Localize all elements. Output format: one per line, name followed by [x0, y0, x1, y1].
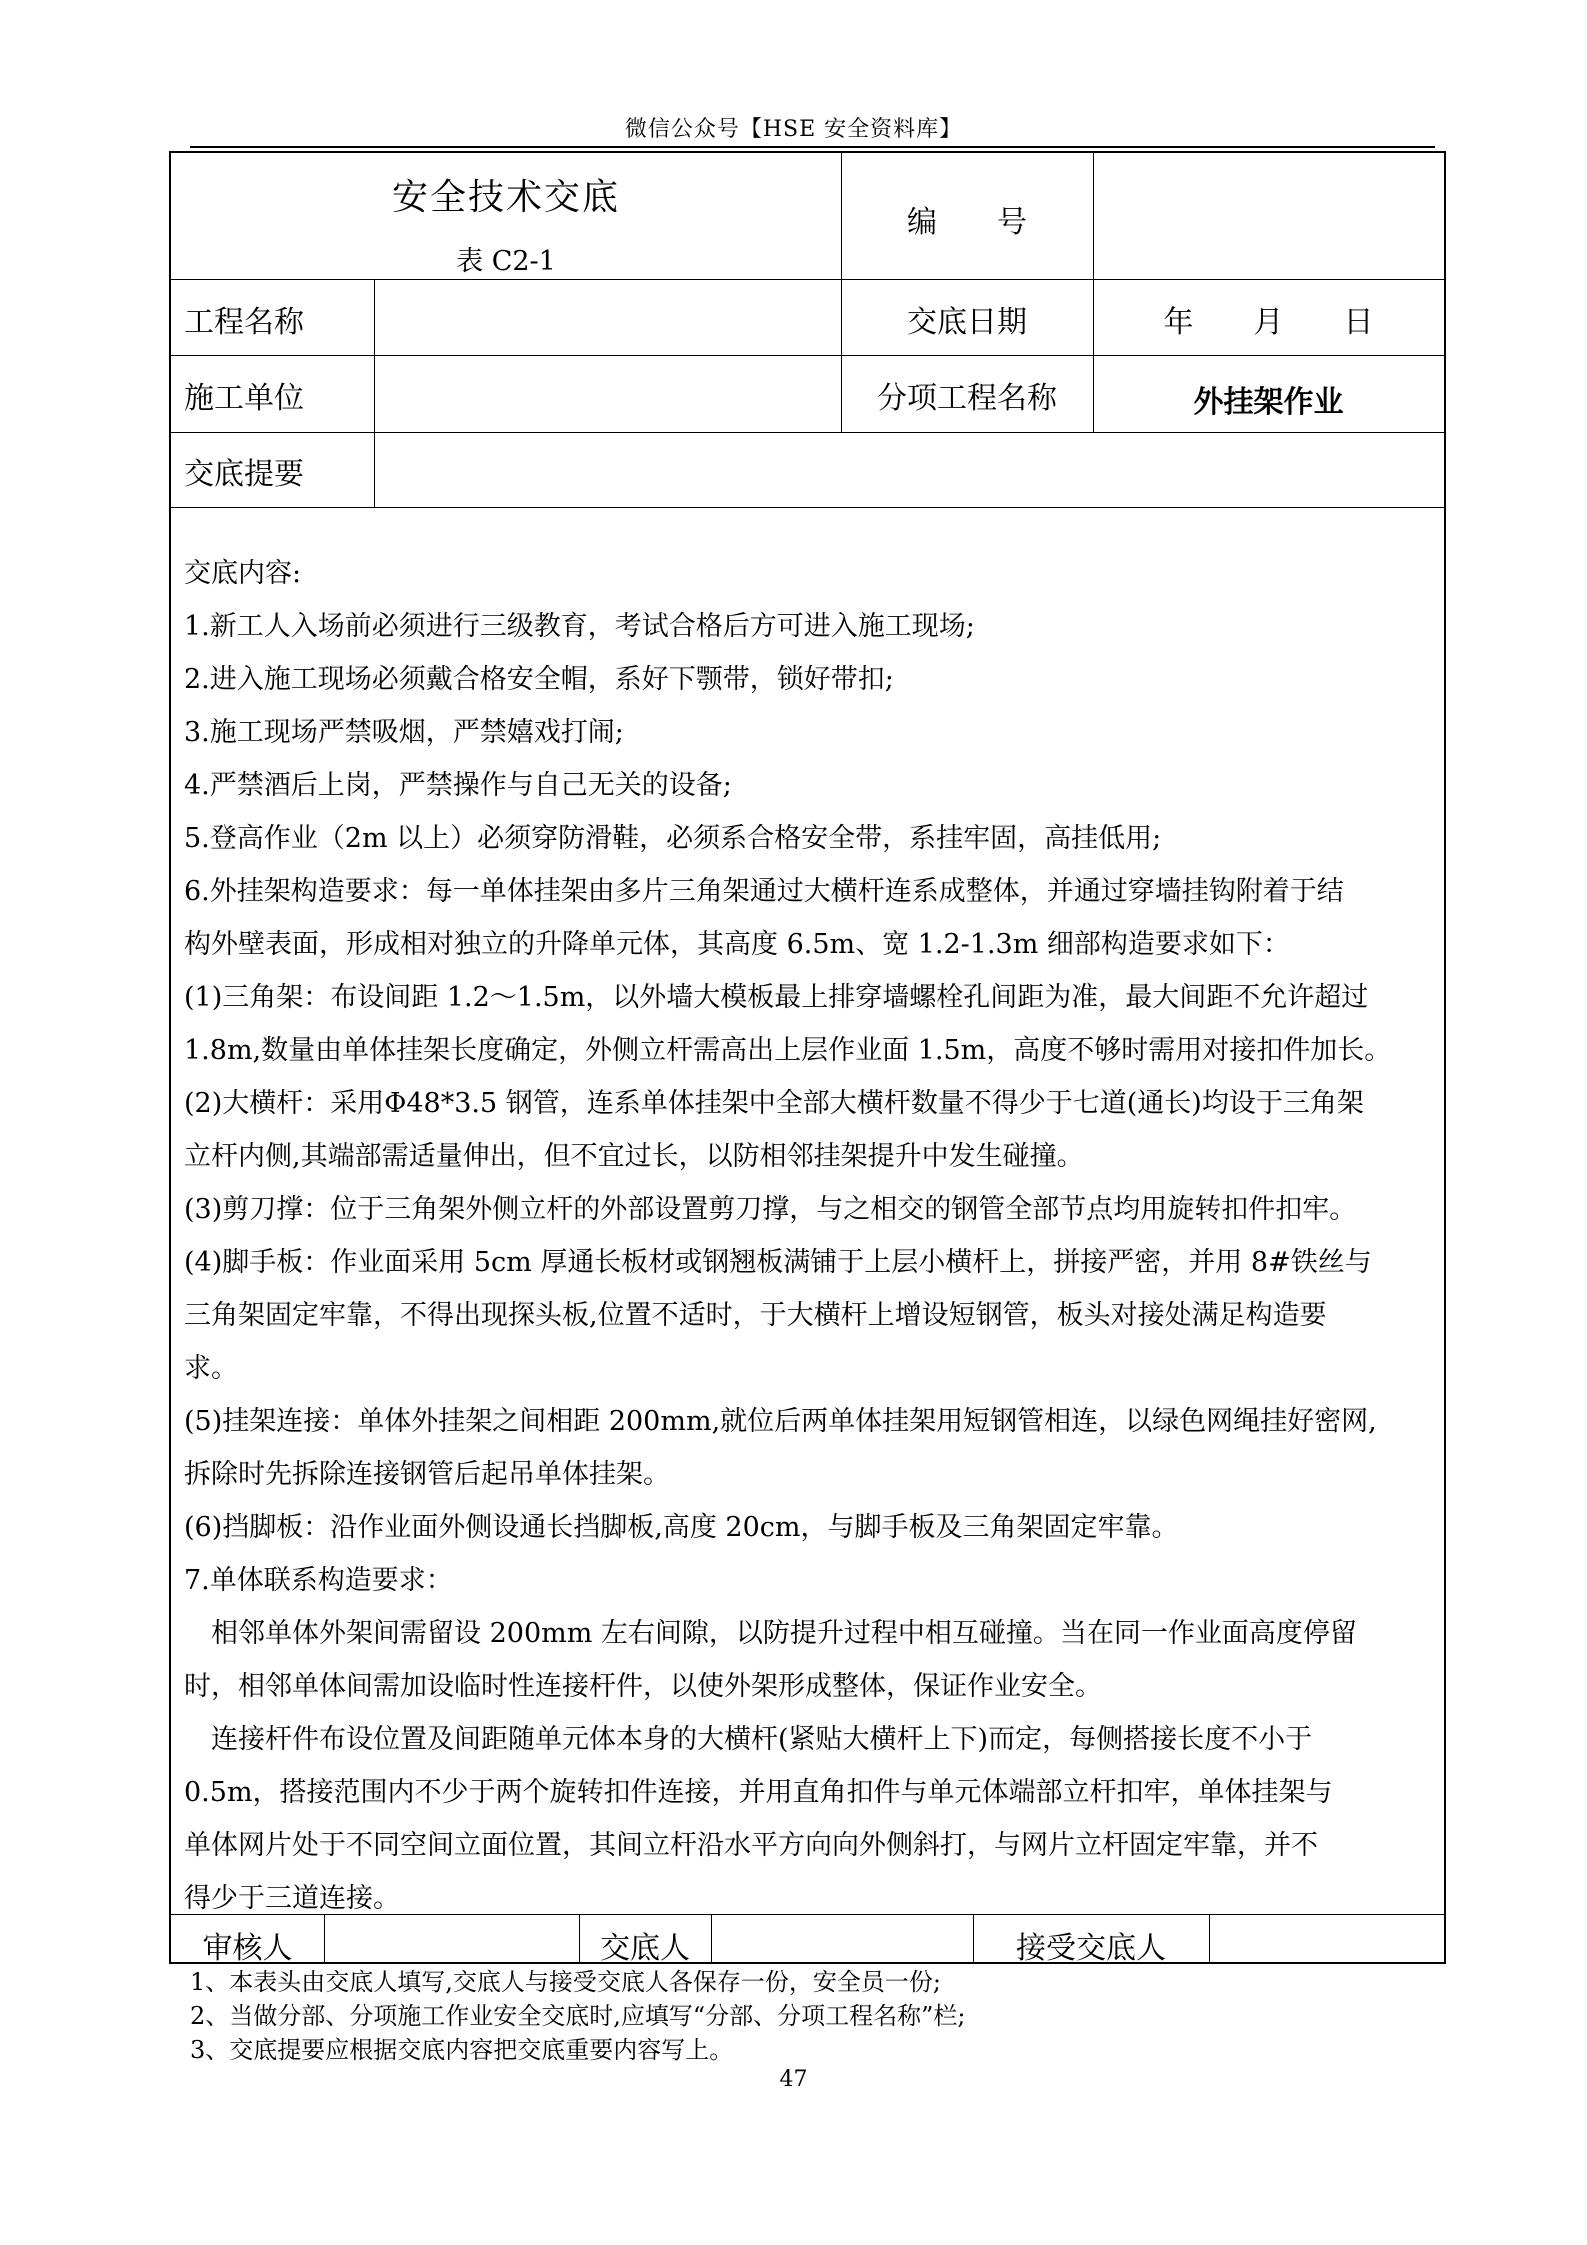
- content-line: 1.新工人入场前必须进行三级教育，考试合格后方可进入施工现场;: [184, 611, 975, 642]
- content-line: (2)大横杆：采用Φ48*3.5 钢管，连系单体挂架中全部大横杆数量不得少于七道(通长)均设于三角架: [184, 1088, 1364, 1119]
- header-rule: [190, 146, 1435, 148]
- grid-line: [171, 355, 1444, 356]
- note-line: 3、交底提要应根据交底内容把交底重要内容写上。: [190, 2036, 734, 2064]
- sub-project-label: 分项工程名称: [877, 381, 1057, 416]
- sub-project-value[interactable]: 外挂架作业: [1193, 385, 1344, 420]
- date-value[interactable]: 年 月 日: [1163, 305, 1374, 340]
- content-line: 求。: [184, 1353, 238, 1384]
- content-line: 6.外挂架构造要求：每一单体挂架由多片三角架通过大横杆连系成整体，并通过穿墙挂钩附着于结: [184, 876, 1344, 907]
- grid-line: [711, 1914, 712, 1964]
- discloser-label: 交底人: [600, 1931, 690, 1966]
- content-line: 0.5m，搭接范围内不少于两个旋转扣件连接，并用直角扣件与单元体端部立杆扣牢，单体挂架与: [184, 1777, 1333, 1808]
- date-label: 交底日期: [907, 305, 1027, 340]
- grid-line: [374, 279, 375, 507]
- content-line: 连接杆件布设位置及间距随单元体本身的大横杆(紧贴大横杆上下)而定，每侧搭接长度不小于: [184, 1724, 1313, 1755]
- summary-label: 交底提要: [184, 457, 304, 492]
- note-line: 2、当做分部、分项施工作业安全交底时,应填写“分部、分项工程名称”栏;: [190, 2002, 966, 2030]
- content-line: 1.8m,数量由单体挂架长度确定，外侧立杆需高出上层作业面 1.5m，高度不够时需用对接扣件加长。: [184, 1035, 1392, 1066]
- page-number: 47: [779, 2067, 808, 2092]
- grid-line: [171, 432, 1444, 433]
- number-label: 编 号: [907, 205, 1027, 240]
- content-line: 三角架固定牢靠，不得出现探头板,位置不适时，于大横杆上增设短钢管，板头对接处满足构造要: [184, 1300, 1327, 1331]
- content-line: 构外壁表面，形成相对独立的升降单元体，其高度 6.5m、宽 1.2-1.3m 细部构造要求如下：: [184, 929, 1290, 960]
- content-line: 4.严禁酒后上岗，严禁操作与自己无关的设备;: [184, 770, 732, 801]
- content-line: (4)脚手板：作业面采用 5cm 厚通长板材或钢翘板满铺于上层小横杆上，拼接严密，并用 8#铁丝与: [184, 1247, 1372, 1278]
- content-line: 3.施工现场严禁吸烟，严禁嬉戏打闹;: [184, 717, 624, 748]
- project-name-label: 工程名称: [184, 305, 304, 340]
- content-line: (5)挂架连接：单体外挂架之间相距 200mm,就位后两单体挂架用短钢管相连，以绿色网绳挂好密网,: [184, 1406, 1377, 1437]
- form-title: 安全技术交底: [391, 177, 620, 218]
- content-line: 单体网片处于不同空间立面位置，其间立杆沿水平方向向外侧斜打，与网片立杆固定牢靠，并不: [184, 1830, 1318, 1861]
- grid-line: [324, 1914, 325, 1964]
- grid-line: [171, 507, 1444, 508]
- content-line: (1)三角架：布设间距 1.2～1.5m，以外墙大模板最上排穿墙螺栓孔间距为准，最大间距不允许超过: [184, 982, 1369, 1013]
- content-line: 得少于三道连接。: [184, 1883, 400, 1914]
- table-code: 表 C2-1: [456, 246, 556, 277]
- content-line: 交底内容:: [184, 558, 302, 589]
- content-line: 时，相邻单体间需加设临时性连接杆件，以使外架形成整体，保证作业安全。: [184, 1671, 1102, 1702]
- grid-line: [171, 279, 1444, 280]
- content-line: 立杆内侧,其端部需适量伸出，但不宜过长，以防相邻挂架提升中发生碰撞。: [184, 1141, 1084, 1172]
- content-line: 5.登高作业（2m 以上）必须穿防滑鞋，必须系合格安全带，系挂牢固，高挂低用;: [184, 823, 1162, 854]
- content-line: (6)挡脚板：沿作业面外侧设通长挡脚板,高度 20cm，与脚手板及三角架固定牢靠。: [184, 1512, 1179, 1543]
- disclosure-form: [169, 151, 1446, 1964]
- receiver-label: 接受交底人: [1016, 1931, 1166, 1966]
- content-line: 2.进入施工现场必须戴合格安全帽，系好下颚带，锁好带扣;: [184, 664, 894, 695]
- content-line: 相邻单体外架间需留设 200mm 左右间隙，以防提升过程中相互碰撞。当在同一作业面高度停留: [184, 1618, 1357, 1649]
- unit-label: 施工单位: [184, 381, 304, 416]
- content-line: 拆除时先拆除连接钢管后起吊单体挂架。: [184, 1459, 670, 1490]
- page-header: 微信公众号【HSE 安全资料库】: [624, 117, 963, 142]
- content-line: (3)剪刀撑：位于三角架外侧立杆的外部设置剪刀撑，与之相交的钢管全部节点均用旋转扣件扣牢。: [184, 1194, 1357, 1225]
- note-line: 1、本表头由交底人填写,交底人与接受交底人各保存一份，安全员一份;: [190, 1968, 941, 1996]
- content-line: 7.单体联系构造要求：: [184, 1565, 453, 1596]
- reviewer-label: 审核人: [202, 1931, 293, 1966]
- grid-line: [1209, 1914, 1210, 1964]
